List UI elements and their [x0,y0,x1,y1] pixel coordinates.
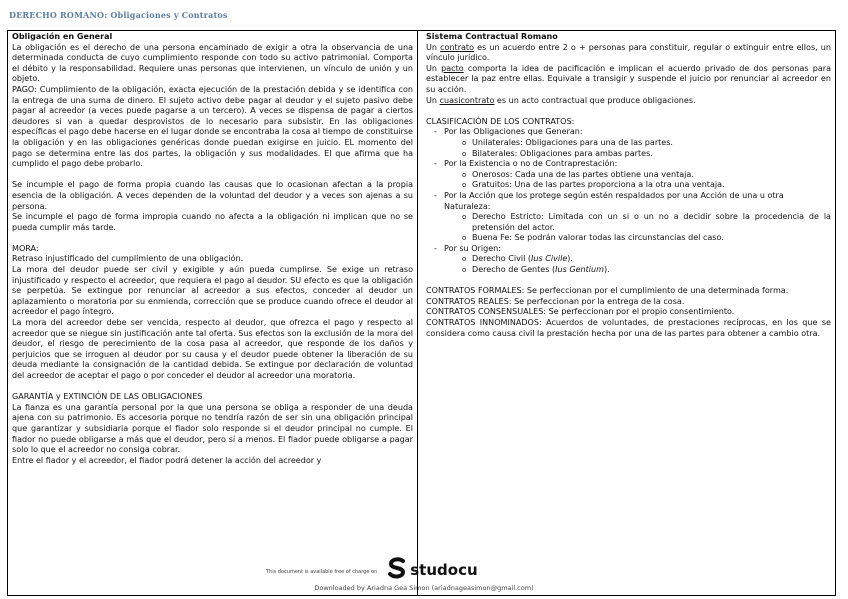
studocu-wordmark: studocu [410,561,478,579]
studocu-watermark [236,557,616,583]
sub-list-item: o Buena Fe: Se podrán valorar todas las circunstancias del caso. [426,233,831,244]
watermark-note: This document is available free of charge on [266,569,378,575]
paragraph: La mora del deudor puede ser civil y exigible y aún pueda cumplirse. Se exige un retraso injustificado y respecto el acreedor, que requiera el pago al deudor. SU efecto es que la obligación se perpetúa. Se extingue por renunciar al acreedor a sus efectos, conceder al deudor un aplazamiento o moratoria por su enmienda, corrección que se produce cuando ofrece el deudor al acreedor el pago íntegro. [12,265,413,317]
paragraph: Retraso injustificado del cumplimiento de una obligación. [12,254,244,264]
term-pacto: pacto [441,63,464,73]
paragraph: Un cuasicontrato es un acto contractual que produce obligaciones. [426,95,696,105]
section-title-obligacion: Obligación en General [12,32,113,41]
paragraph: La fianza es una garantía personal por la que una persona se obliga a responder de una deuda ajena con su patrimonio. Es accesoria porque no tendría razón de ser sin una obligación principal que garantizar y subsidiaria porque el fiador solo responde si el deudor principal no cumple. El fiador no puede obligarse a más que el deudor, pero sí a menos. El fiador puede obligarse a pagar solo lo que el acreedor no consiga cobrar. [12,402,413,455]
document-header: DERECHO ROMANO: Obligaciones y Contratos [9,10,228,20]
term-cuasicontrato: cuasicontrato [439,95,495,105]
section-title-sistema: Sistema Contractual Romano [426,32,558,41]
sub-list-item: o Derecho Estricto: Limitada con un si o un no a decidir sobre la procedencia de la pretensión del actor. [426,212,831,233]
list-item: - Por la Acción que los protege según estén respaldados por una Acción de una u otra Naturaleza: [434,190,784,211]
paragraph: Se incumple el pago de forma propia cuando las causas que lo ocasionan afectan a la propia esencia de la obligación. A veces dependen de la voluntad del deudor y a veces son ajenas a su persona. [12,180,413,211]
sub-list-item: o Bilaterales: Obligaciones para ambas partes. [426,149,831,160]
paragraph: La mora del acreedor debe ser vencida, respecto al deudor, que ofrezca el pago y respecto al acreedor que se niegue sin justificación ante tal oferta. Sus efectos son la exclusión de la mora del deudor, el riesgo de perecimiento de la cosa pasa al acreedor, que responde de los daños y perjuicios que se irroguen al deudor por su causa y el deudor puede obtener la liberación de su deuda mediante la consignación de la cantidad debida. Se extingue por declaración de voluntad del acreedor de aceptar el pago o por conceder el deudor al acreedor una moratoria. [12,318,413,380]
paragraph: La obligación es el derecho de una persona encaminado de exigir a otra la observancia de una determinada conducta de cuyo cumplimiento responde con todo su activo patrimonial. Comporta el débito y la responsabilidad. Requiere unas personas que intervienen, un vínculo de unión y un objeto. [12,42,413,84]
studocu-s-icon [387,557,407,584]
paragraph: PAGO: Cumplimiento de la obligación, exacta ejecución de la prestación debida y se identifica con la entrega de una suma de dinero. El sujeto activo debe pagar al deudor y el sujeto pasivo debe pagar al acreedor (a veces puede pagarse a un tercero). A veces se dispensa de pagar a ciertos deudores si van a quedar desprovistos de lo necesario para subsistir. En las obligaciones específicas el pago debe hacerse en el lugar donde se encontraba la cosa al tiempo de constituirse la obligación y en las obligaciones genéricas donde puedan exigirse en juicio. EL momento del pago se determina entre las dos partes, la obligación y sus modalidades. El que afirma que ha cumplido el pago debe probarlo. [12,84,413,169]
sub-list-item: o Gratuitos: Una de las partes proporciona a la otra una ventaja. [426,180,831,191]
sub-list-item: o Derecho de Gentes (Ius Gentium). [426,265,831,276]
paragraph: CONTRATOS FORMALES: Se perfeccionan por el cumplimiento de una determinada forma. [426,286,789,296]
garantia-heading: GARANTÍA y EXTINCIÓN DE LAS OBLIGACIONES [12,392,203,402]
studocu-logo[interactable] [387,557,477,584]
left-column [8,31,418,595]
paragraph: Entre el fiador y el acreedor, el fiador podrá detener la acción del acreedor y [12,455,322,465]
sub-list-item: o Derecho Civil (Ius Civile). [426,254,831,265]
paragraph: Un contrato es un acuerdo entre 2 o + personas para constituir, regular o extinguir entre ellos, un vínculo jurídico. [426,42,831,63]
clasificacion-heading: CLASIFICACIÓN DE LOS CONTRATOS: [426,116,575,126]
paragraph: CONTRATOS INNOMINADOS: Acuerdos de voluntades, de prestaciones recíprocas, en los que se considera como causa civil la prestación hecha por una de las partes para obtener a cambio otra. [426,318,831,338]
sub-list-item: o Unilaterales: Obligaciones para una de las partes. [426,138,831,149]
paragraph: CONTRATOS REALES: Se perfeccionan por la entrega de la cosa. [426,296,685,306]
mora-heading: MORA: [12,243,39,253]
paragraph: CONTRATOS CONSENSUALES: Se perfeccionan por el propio consentimiento. [426,307,735,317]
sub-list-item: o Onerosos: Cada una de las partes obtiene una ventaja. [426,170,831,181]
download-footer: Downloaded by Ariadna Gea Simon (ariadnageasimon@gmail.com) [314,584,534,592]
paragraph: Un pacto comporta la idea de pacificación e implican el acuerdo privado de dos personas para establecer la paz entre ellas. Equivale a transigir y suspende el juicio por renunciar al acreedor en su acción. [426,63,831,94]
term-contrato: contrato [440,42,475,52]
list-item: - Por la Existencia o no de Contraprestación: [434,159,618,169]
content-table [7,30,836,596]
right-column [422,31,835,595]
paragraph: Se incumple el pago de forma impropia cuando no afecta a la obligación ni implican que no se pueda cumplir más tarde. [12,212,413,232]
list-item: - Por las Obligaciones que Generan: [434,127,583,137]
list-item: - Por su Origen: [434,243,501,253]
